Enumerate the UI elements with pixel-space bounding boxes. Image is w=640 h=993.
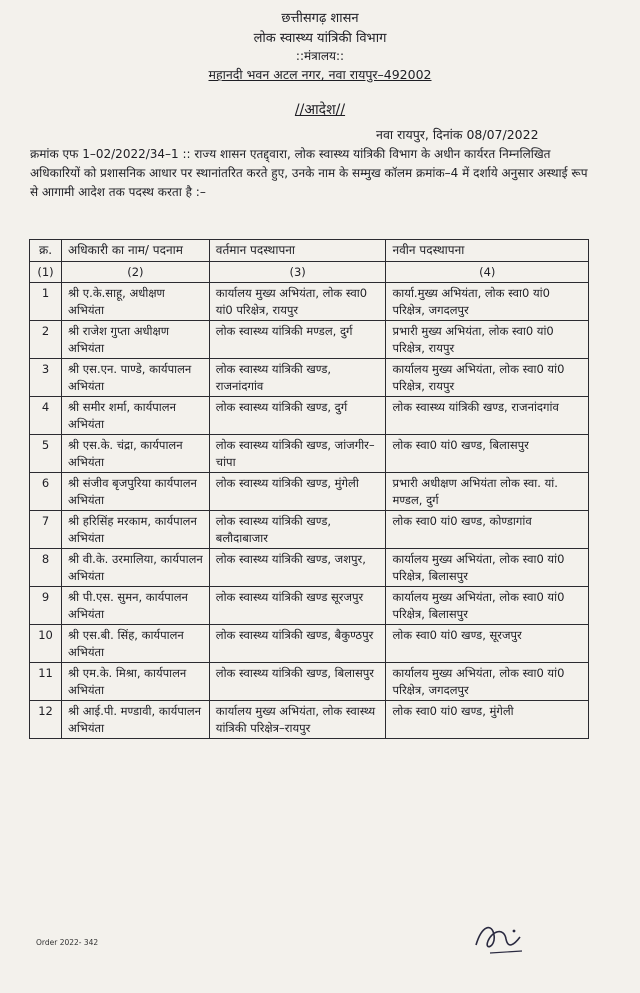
column-number-row xyxy=(30,261,589,283)
cell-current: लोक स्वास्थ्य यांत्रिकी मण्डल, दुर्ग xyxy=(209,321,386,359)
cell-current: लोक स्वास्थ्य यांत्रिकी खण्ड, बिलासपुर xyxy=(209,663,386,701)
cell-officer: श्री हरिसिंह मरकाम, कार्यपालन अभियंता xyxy=(62,511,210,549)
cell-officer: श्री राजेश गुप्ता अधीक्षण अभियंता xyxy=(62,321,210,359)
column-number: (1) xyxy=(30,261,62,283)
transfer-table xyxy=(29,239,589,739)
cell-serial: 8 xyxy=(30,549,62,587)
cell-officer: श्री संजीव बृजपुरिया कार्यपालन अभियंता xyxy=(62,473,210,511)
cell-serial: 6 xyxy=(30,473,62,511)
header-ministry: ::मंत्रालय:: xyxy=(295,49,345,63)
cell-current: कार्यालय मुख्य अभियंता, लोक स्वास्थ्य यांत्रिकी परिक्षेत्र–रायपुर xyxy=(209,701,386,739)
order-title: //आदेश// xyxy=(294,102,346,118)
cell-current: लोक स्वास्थ्य यांत्रिकी खण्ड, बैकुण्ठपुर xyxy=(209,625,386,663)
table-row xyxy=(30,473,589,511)
cell-current: कार्यालय मुख्य अभियंता, लोक स्वा0 यां0 परिक्षेत्र, रायपुर xyxy=(209,283,386,321)
cell-officer: श्री एस.एन. पाण्डे, कार्यपालन अभियंता xyxy=(62,359,210,397)
cell-serial: 11 xyxy=(30,663,62,701)
order-reference: Order 2022- 342 xyxy=(36,938,99,947)
table-row xyxy=(30,511,589,549)
cell-current: लोक स्वास्थ्य यांत्रिकी खण्ड, राजनांदगांव xyxy=(209,359,386,397)
cell-current: लोक स्वास्थ्य यांत्रिकी खण्ड, दुर्ग xyxy=(209,397,386,435)
cell-current: लोक स्वास्थ्य यांत्रिकी खण्ड, बलौदाबाजार xyxy=(209,511,386,549)
cell-new: लोक स्वा0 यां0 खण्ड, कोण्डागांव xyxy=(386,511,589,549)
cell-current: लोक स्वास्थ्य यांत्रिकी खण्ड, जशपुर, xyxy=(209,549,386,587)
table-row xyxy=(30,549,589,587)
column-number: (4) xyxy=(386,261,589,283)
table-header-row xyxy=(30,240,589,262)
table-row xyxy=(30,321,589,359)
cell-officer: श्री पी.एस. सुमन, कार्यपालन अभियंता xyxy=(62,587,210,625)
table-row xyxy=(30,663,589,701)
cell-serial: 2 xyxy=(30,321,62,359)
cell-new: लोक स्वा0 यां0 खण्ड, मुंगेली xyxy=(386,701,589,739)
cell-new: कार्यालय मुख्य अभियंता, लोक स्वा0 यां0 परिक्षेत्र, बिलासपुर xyxy=(386,549,589,587)
order-paragraph: क्रमांक एफ 1–02/2022/34–1 :: राज्य शासन एतद्द्वारा, लोक स्वास्थ्य यांत्रिकी विभाग के अधीन कार्यरत निम्नलिखित अधिकारियों को प्रशासनिक आधार पर स्थानांतरित करते हुए, उनके नाम के सम्मुख कॉलम क्रमांक–4 में दर्शाये अनुसार अस्थाई रूप से आगामी आदेश तक पदस्थ करता है :– xyxy=(30,147,588,199)
cell-current: लोक स्वास्थ्य यांत्रिकी खण्ड, जांजगीर–चांपा xyxy=(209,435,386,473)
cell-current: लोक स्वास्थ्य यांत्रिकी खण्ड, मुंगेली xyxy=(209,473,386,511)
cell-officer: श्री समीर शर्मा, कार्यपालन अभियंता xyxy=(62,397,210,435)
table-row xyxy=(30,435,589,473)
cell-officer: श्री एस.बी. सिंह, कार्यपालन अभियंता xyxy=(62,625,210,663)
cell-new: कार्यालय मुख्य अभियंता, लोक स्वा0 यां0 परिक्षेत्र, जगदलपुर xyxy=(386,663,589,701)
cell-new: लोक स्वास्थ्य यांत्रिकी खण्ड, राजनांदगांव xyxy=(386,397,589,435)
column-number: (3) xyxy=(209,261,386,283)
table-row xyxy=(30,587,589,625)
cell-serial: 5 xyxy=(30,435,62,473)
header-current-posting: वर्तमान पदस्थापना xyxy=(209,240,386,262)
header-officer-name: अधिकारी का नाम/ पदनाम xyxy=(62,240,210,262)
cell-officer: श्री एम.के. मिश्रा, कार्यपालन अभियंता xyxy=(62,663,210,701)
table-row xyxy=(30,359,589,397)
cell-serial: 9 xyxy=(30,587,62,625)
cell-officer: श्री एस.के. चंद्रा, कार्यपालन अभियंता xyxy=(62,435,210,473)
header-government: छत्तीसगढ़ शासन xyxy=(281,11,359,26)
cell-serial: 4 xyxy=(30,397,62,435)
table-row xyxy=(30,701,589,739)
cell-new: लोक स्वा0 यां0 खण्ड, सूरजपुर xyxy=(386,625,589,663)
table-row xyxy=(30,625,589,663)
header-serial: क्र. xyxy=(30,240,62,262)
cell-new: प्रभारी मुख्य अभियंता, लोक स्वा0 यां0 परिक्षेत्र, रायपुर xyxy=(386,321,589,359)
cell-serial: 12 xyxy=(30,701,62,739)
signature-mark xyxy=(470,915,530,960)
cell-current: लोक स्वास्थ्य यांत्रिकी खण्ड सूरजपुर xyxy=(209,587,386,625)
cell-officer: श्री ए.के.साहू, अधीक्षण अभियंता xyxy=(62,283,210,321)
header-address: महानदी भवन अटल नगर, नवा रायपुर–492002 xyxy=(208,67,432,82)
cell-new: कार्या.मुख्य अभियंता, लोक स्वा0 यां0 परिक्षेत्र, जगदलपुर xyxy=(386,283,589,321)
cell-new: कार्यालय मुख्य अभियंता, लोक स्वा0 यां0 परिक्षेत्र, बिलासपुर xyxy=(386,587,589,625)
column-number: (2) xyxy=(62,261,210,283)
cell-serial: 10 xyxy=(30,625,62,663)
header-department: लोक स्वास्थ्य यांत्रिकी विभाग xyxy=(253,31,387,46)
table-row xyxy=(30,283,589,321)
cell-new: कार्यालय मुख्य अभियंता, लोक स्वा0 यां0 परिक्षेत्र, रायपुर xyxy=(386,359,589,397)
cell-new: प्रभारी अधीक्षण अभियंता लोक स्वा. यां. मण्डल, दुर्ग xyxy=(386,473,589,511)
table-row xyxy=(30,397,589,435)
cell-officer: श्री आई.पी. मण्डावी, कार्यपालन अभियंता xyxy=(62,701,210,739)
cell-serial: 7 xyxy=(30,511,62,549)
cell-serial: 1 xyxy=(30,283,62,321)
cell-serial: 3 xyxy=(30,359,62,397)
cell-new: लोक स्वा0 यां0 खण्ड, बिलासपुर xyxy=(386,435,589,473)
order-date: नवा रायपुर, दिनांक 08/07/2022 xyxy=(376,127,539,142)
header-new-posting: नवीन पदस्थापना xyxy=(386,240,589,262)
cell-officer: श्री वी.के. उरमालिया, कार्यपालन अभियंता xyxy=(62,549,210,587)
